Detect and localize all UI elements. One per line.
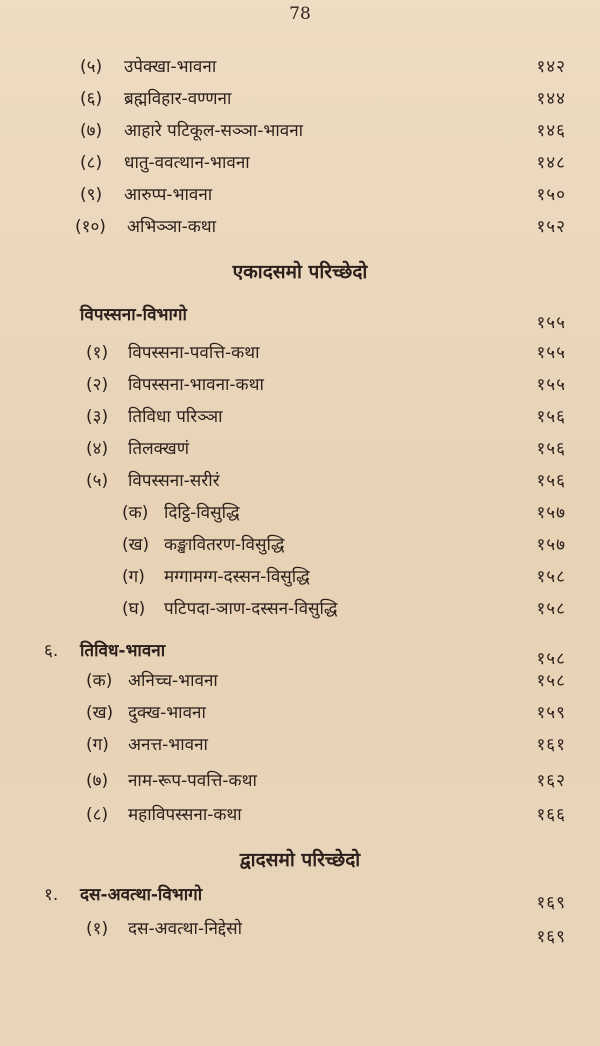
entry-page: १५८	[536, 567, 566, 587]
toc-subentry	[0, 530, 600, 560]
entry-number: (५)	[80, 57, 103, 77]
toc-entry	[0, 116, 600, 146]
entry-title: पटिपदा-ञाण-दस्सन-विसुद्धि	[164, 599, 338, 619]
entry-number: (क)	[86, 671, 113, 691]
section-page: १६९	[536, 893, 566, 913]
entry-page: १४२	[536, 57, 566, 77]
section-heading	[0, 636, 600, 669]
section-page: १५८	[536, 649, 566, 669]
entry-title: आरुप्प-भावना	[124, 185, 213, 205]
toc-entry	[0, 84, 600, 114]
entry-page: १५०	[536, 185, 566, 205]
entry-page: १५७	[536, 503, 566, 523]
toc-entry	[0, 666, 600, 696]
entry-page: १६९	[536, 927, 566, 947]
entry-title: महाविपस्सना-कथा	[128, 805, 242, 825]
toc-entry	[0, 466, 600, 496]
section-number: १.	[44, 885, 59, 905]
entry-page: १५५	[536, 375, 566, 395]
entry-title: नाम-रूप-पवत्ति-कथा	[128, 771, 257, 791]
toc-entry	[0, 914, 600, 947]
section-page: १५५	[536, 313, 566, 333]
entry-number: (८)	[86, 805, 109, 825]
entry-title: ब्रह्मविहार-वण्णना	[124, 89, 232, 109]
entry-page: १४८	[536, 153, 566, 173]
entry-title: विपस्सना-सरीरं	[128, 471, 220, 491]
entry-number: (ख)	[122, 535, 150, 555]
entry-number: (१)	[86, 919, 109, 939]
entry-page: १५६	[536, 471, 566, 491]
entry-title: विपस्सना-पवत्ति-कथा	[128, 343, 260, 363]
entry-number: (२)	[86, 375, 109, 395]
section-heading	[0, 300, 600, 333]
entry-number: (९)	[80, 185, 103, 205]
entry-page: १५६	[536, 407, 566, 427]
entry-page: १५७	[536, 535, 566, 555]
entry-title: दस-अवत्था-निद्देसो	[128, 919, 243, 939]
toc-entry	[0, 180, 600, 210]
entry-number: (३)	[86, 407, 109, 427]
entry-number: (ग)	[122, 567, 145, 587]
toc-entry	[0, 212, 600, 242]
section-heading	[0, 880, 600, 913]
entry-page: १४४	[536, 89, 566, 109]
entry-title: दुक्ख-भावना	[128, 703, 206, 723]
chapter-heading: एकादसमो परिच्छेदो	[232, 261, 368, 283]
toc-entry	[0, 730, 600, 760]
entry-page: १६२	[536, 771, 566, 791]
entry-title: अनत्त-भावना	[128, 735, 208, 755]
entry-number: (४)	[86, 439, 109, 459]
toc-entry	[0, 434, 600, 464]
entry-page: १५९	[536, 703, 566, 723]
entry-number: (१)	[86, 343, 109, 363]
toc-entry	[0, 766, 600, 796]
toc-entry	[0, 338, 600, 368]
entry-title: अनिच्च-भावना	[128, 671, 218, 691]
entry-title: मग्गामग्ग-दस्सन-विसुद्धि	[164, 567, 310, 587]
entry-number: (८)	[80, 153, 103, 173]
entry-number: (५)	[86, 471, 109, 491]
entry-number: (७)	[86, 771, 109, 791]
entry-number: (१०)	[75, 217, 106, 237]
entry-title: अभिञ्ञा-कथा	[127, 217, 217, 237]
entry-title: विपस्सना-भावना-कथा	[128, 375, 264, 395]
toc-entry	[0, 370, 600, 400]
entry-number: (क)	[122, 503, 149, 523]
toc-subentry	[0, 498, 600, 528]
toc-entry	[0, 148, 600, 178]
entry-title: आहारे पटिकूल-सञ्ञा-भावना	[124, 121, 304, 141]
page-number: 78	[289, 4, 311, 24]
section-title: तिविध-भावना	[80, 641, 166, 661]
toc-subentry	[0, 594, 600, 624]
entry-number: (ख)	[86, 703, 114, 723]
entry-number: (ग)	[86, 735, 109, 755]
entry-number: (घ)	[122, 599, 146, 619]
entry-title: तिलक्खणं	[128, 439, 189, 459]
section-number: ६.	[44, 641, 59, 661]
toc-entry	[0, 698, 600, 728]
section-title: विपस्सना-विभागो	[80, 305, 187, 325]
chapter-heading: द्वादसमो परिच्छेदो	[239, 849, 361, 871]
entry-page: १५८	[536, 671, 566, 691]
entry-title: दिट्ठि-विसुद्धि	[164, 503, 240, 523]
entry-page: १५२	[536, 217, 566, 237]
entry-number: (६)	[80, 89, 103, 109]
entry-page: १६६	[536, 805, 566, 825]
section-title: दस-अवत्था-विभागो	[80, 885, 203, 905]
toc-entry	[0, 800, 600, 830]
entry-page: १५६	[536, 439, 566, 459]
entry-page: १६१	[536, 735, 566, 755]
toc-entry	[0, 402, 600, 432]
entry-title: उपेक्खा-भावना	[124, 57, 217, 77]
entry-page: १५५	[536, 343, 566, 363]
entry-title: तिविधा परिञ्ञा	[128, 407, 223, 427]
entry-number: (७)	[80, 121, 103, 141]
entry-page: १४६	[536, 121, 566, 141]
toc-entry	[0, 52, 600, 82]
toc-subentry	[0, 562, 600, 592]
entry-title: धातु-ववत्थान-भावना	[124, 153, 250, 173]
entry-page: १५८	[536, 599, 566, 619]
entry-title: कङ्खावितरण-विसुद्धि	[164, 535, 285, 555]
